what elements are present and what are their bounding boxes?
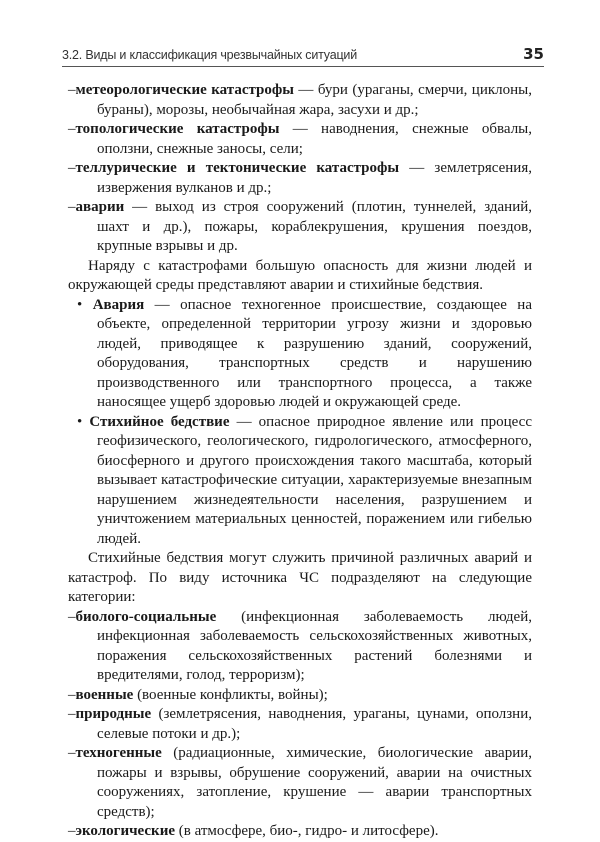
running-header — [62, 44, 544, 67]
list-item: –биолого-социальные (инфекционная заболеваемость людей, инфекционная заболеваемость сельскохозяйственных животных, поражения сельскохозяйственных растений болезнями и вредителями, голод, терроризм); — [68, 608, 532, 683]
term: Стихийное бедствие — [89, 413, 230, 430]
list-item: –метеорологические катастрофы — бури (ураганы, смерчи, циклоны, бураны), морозы, необычайная жара, засухи и др.; — [68, 82, 532, 118]
term: природные — [75, 706, 152, 722]
emergency-category-list — [68, 608, 532, 842]
paragraph: Стихийные бедствия могут служить причиной различных аварий и катастроф. По виду источника ЧС подразделяют на следующие категории: — [68, 550, 532, 605]
bullet-item: • Стихийное бедствие — опасное природное явление или процесс геофизического, геологического, гидрологического, атмосферного, биосферного и другого происхождения такого масштаба, который вызывает катастрофические ситуации, характеризуемые внезапным нарушением жизнедеятельности населения, разрушением и уничтожением материальных ценностей, поражением или гибелью людей. — [77, 413, 532, 547]
list-item: –аварии — выход из строя сооружений (плотин, туннелей, зданий, шахт и др.), пожары, кораблекрушения, крушения поездов, крупные взрывы и др. — [68, 199, 532, 254]
term: военные — [75, 686, 134, 703]
term: экологические — [75, 823, 175, 839]
term: топологические катастрофы — [75, 121, 280, 137]
term: теллурические и тектонические катастрофы — [75, 160, 400, 176]
section-title: 3.2. Виды и классификация чрезвычайных ситуаций — [62, 48, 357, 62]
list-item: –военные (военные конфликты, войны); — [68, 686, 328, 703]
term: Авария — [92, 296, 145, 313]
catastrophe-type-list — [68, 81, 532, 257]
page-number: 35 — [523, 45, 544, 63]
bullet-item: • Авария — опасное техногенное происшествие, создающее на объекте, определенной территории угрозу жизни и здоровью людей, приводящее к разрушению зданий, сооружений, оборудования, транспортных средств и нарушению производственного или транспортного процесса, а также наносящее ущерб здоровью людей и окружающей среде. — [77, 296, 532, 410]
list-item: –экологические (в атмосфере, био-, гидро- и литосфере). — [68, 823, 439, 839]
paragraph: Наряду с катастрофами большую опасность для жизни людей и окружающей среды представляют аварии и стихийные бедствия. — [68, 257, 532, 293]
term: метеорологические катастрофы — [75, 82, 294, 98]
list-item: –теллурические и тектонические катастрофы — землетрясения, извержения вулканов и др.; — [68, 160, 532, 196]
list-item: –природные (землетрясения, наводнения, ураганы, цунами, оползни, селевые потоки и др.); — [68, 706, 532, 742]
term: техногенные — [75, 745, 162, 761]
term: биолого-социальные — [75, 608, 217, 625]
definition-list — [68, 296, 532, 550]
list-item: –техногенные (радиационные, химические, биологические аварии, пожары и взрывы, обрушение сооружений, аварии на очистных сооружениях, затопление, крушение — аварии транспортных средств); — [68, 745, 532, 820]
body-text — [68, 81, 532, 842]
list-item: –топологические катастрофы — наводнения, снежные обвалы, оползни, снежные заносы, сели; — [68, 121, 533, 157]
term: аварии — [75, 199, 125, 215]
